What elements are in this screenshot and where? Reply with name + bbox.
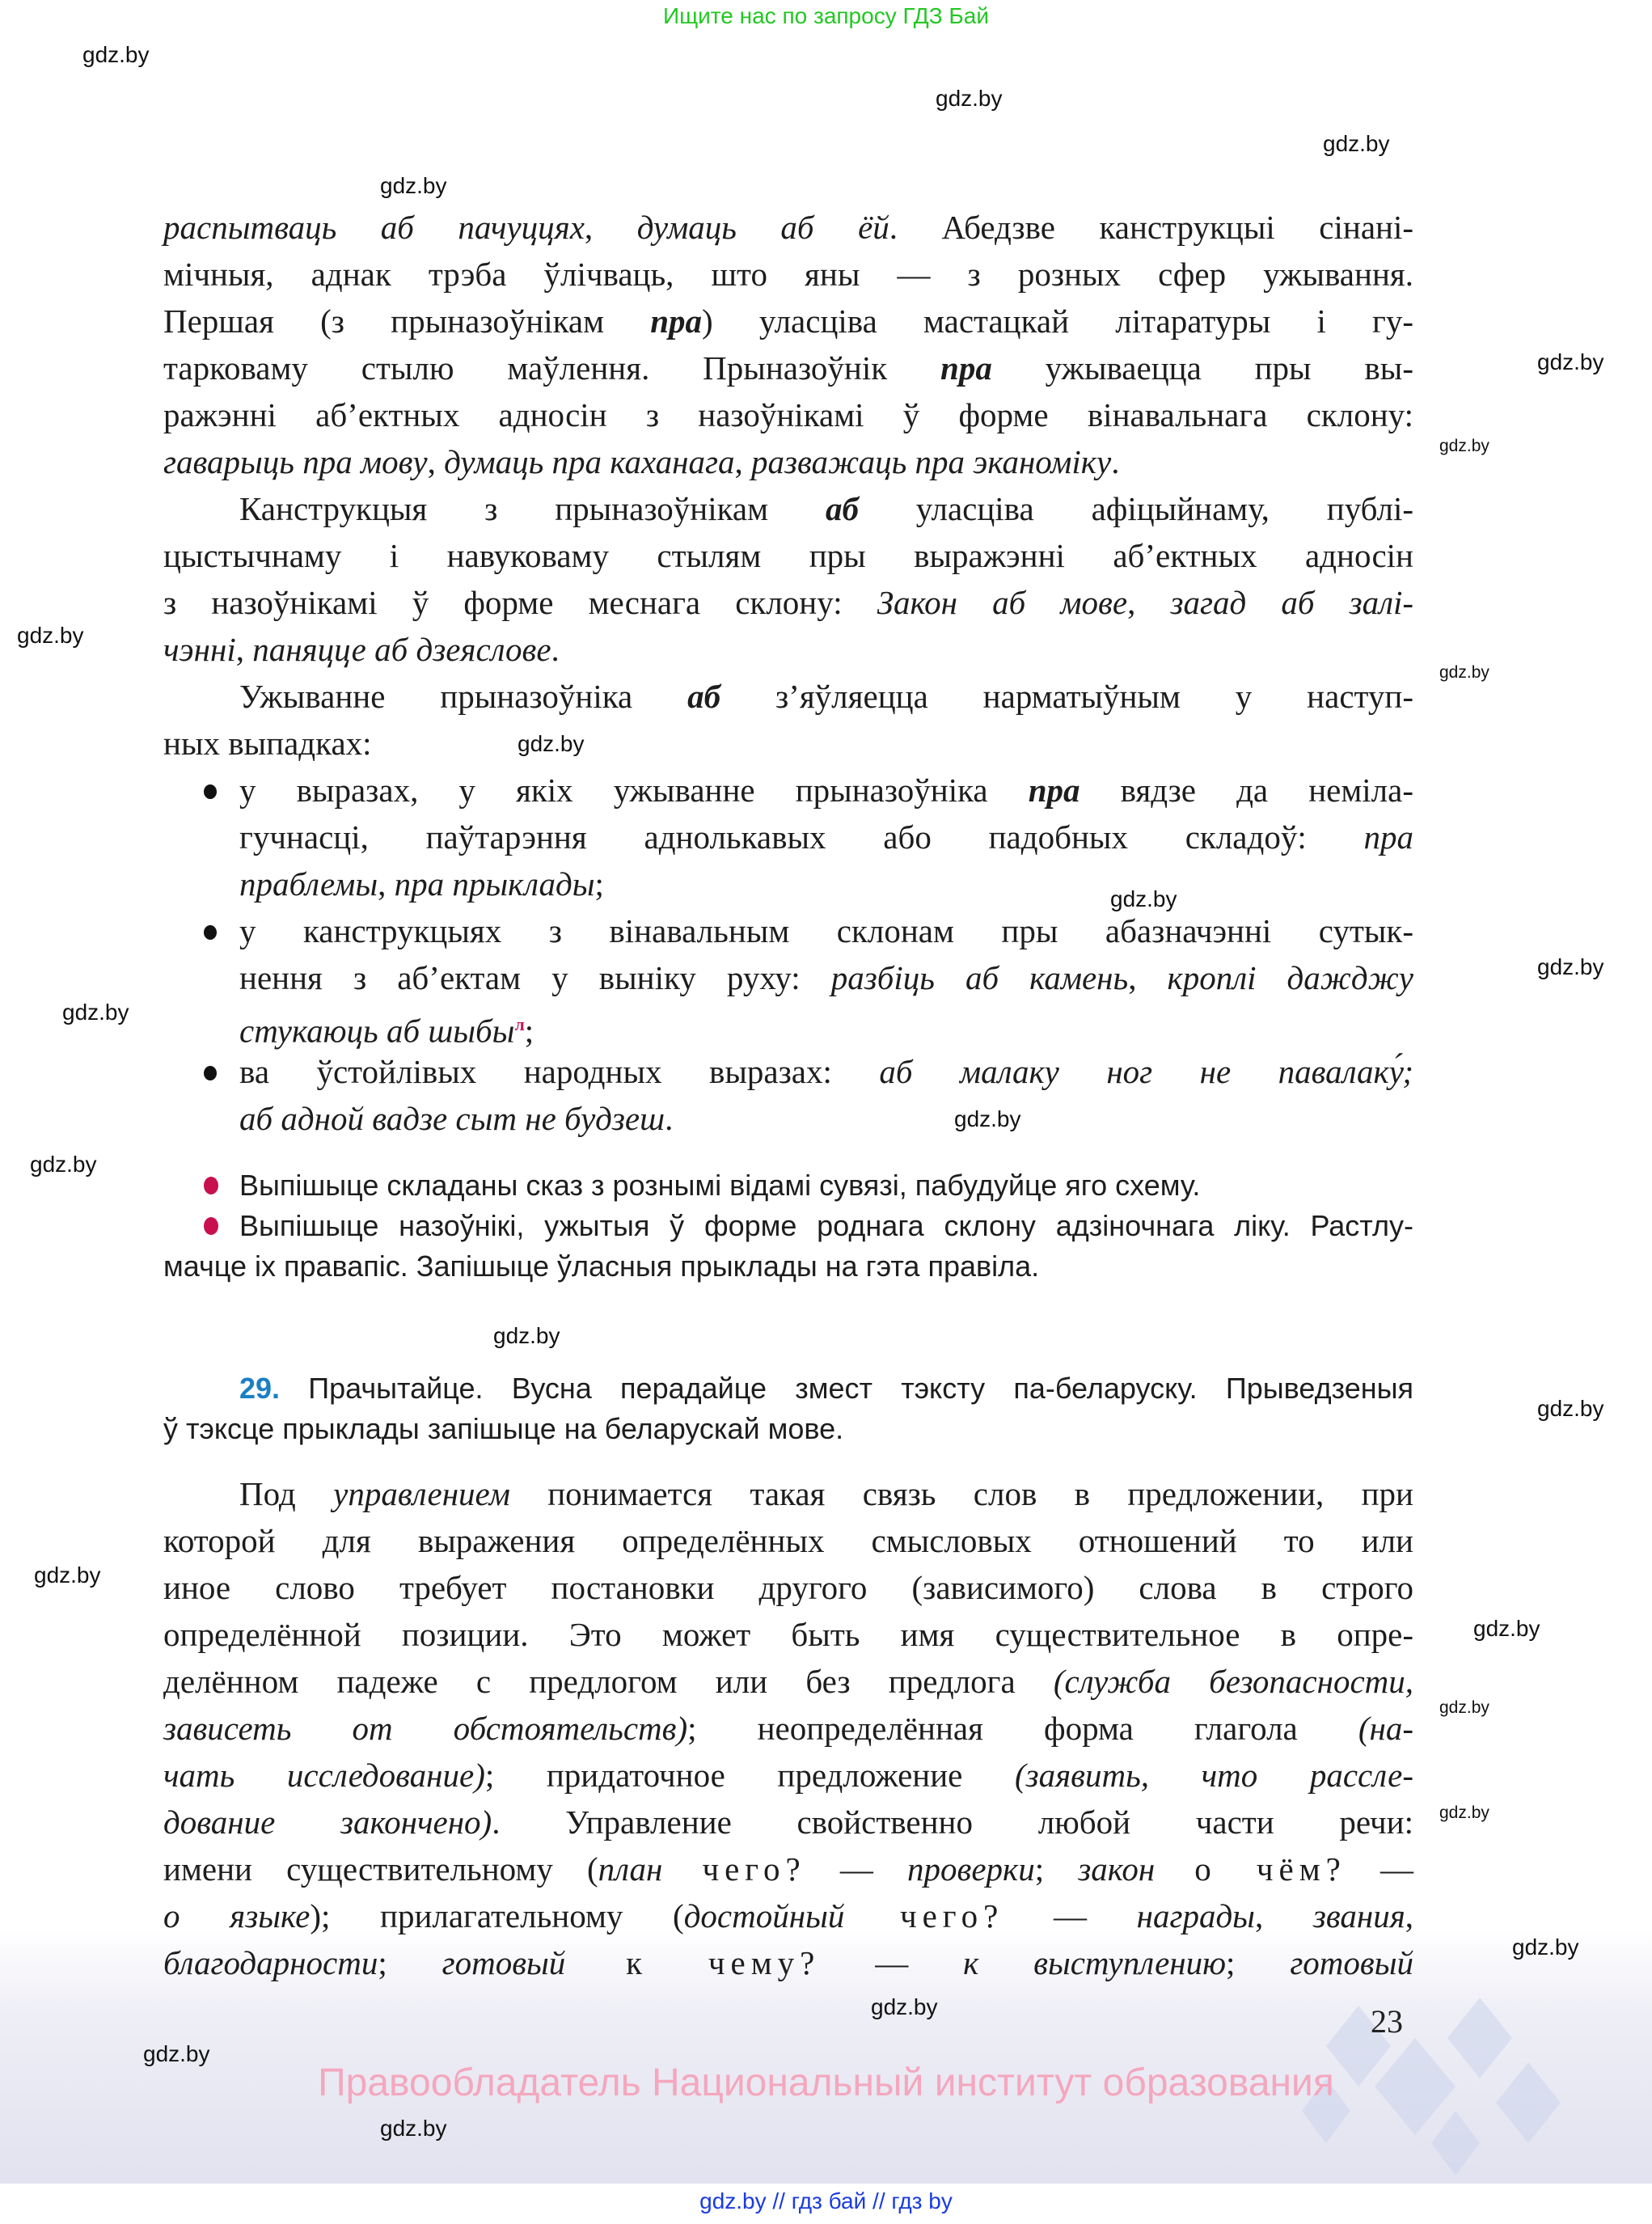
paragraph-line [163, 345, 1413, 391]
emphasis-run: дование закончено) [163, 1803, 492, 1841]
text-run: ); прилагательному ( [310, 1897, 684, 1934]
exercise-29 [163, 1368, 1413, 1449]
text-run: . Абедзве канструкцыі сінані- [889, 209, 1414, 246]
text-run: , [1405, 1897, 1414, 1934]
footnote-mark: л [514, 1014, 525, 1034]
gdz-watermark: gdz.by [380, 173, 447, 198]
text-run: гучнасці, паўтарэння аднолькавых або падобных складоў: [239, 818, 1364, 856]
emphasis-run: загад аб залі- [1170, 584, 1413, 621]
text-run: ў тэксце прыклады запішыце на беларускай мове. [163, 1412, 844, 1445]
text-run: . [551, 631, 560, 668]
text-run: . Управление свойственно любой части речи: [492, 1803, 1413, 1841]
text-run: которой для выражения определённых смысловых отношений то или [163, 1522, 1413, 1559]
russian-line [163, 1752, 1413, 1799]
bullet-line [163, 860, 1413, 907]
bullet-dot-icon [204, 1066, 217, 1080]
emphasis-run: аб [825, 490, 859, 527]
emphasis-run: о чём? [1155, 1850, 1346, 1888]
russian-line [163, 1611, 1413, 1658]
bullet-line [163, 767, 1413, 814]
text-run: , [427, 443, 445, 480]
emphasis-run: стукаюць аб шыбы [239, 1012, 515, 1050]
emphasis-run: проверки [907, 1850, 1035, 1888]
text-run: Першая (з прыназоўнікам [163, 302, 651, 340]
text-run: — [820, 1944, 964, 1981]
gdz-watermark: gdz.by [1323, 131, 1390, 156]
text-run: , [378, 865, 395, 903]
emphasis-run: (на- [1358, 1710, 1413, 1747]
text-run: понимается такая связь слов в предложении, при [509, 1475, 1413, 1512]
text-run: з’яўляецца нарматыўным у наступ- [720, 678, 1413, 715]
gdz-watermark: gdz.by [143, 2041, 210, 2066]
emphasis-run: зависеть от обстоятельств) [163, 1710, 688, 1747]
copyright-watermark: Правообладатель Национальный институт образования [318, 2061, 1334, 2104]
emphasis-run: управлением [333, 1475, 510, 1512]
exercise-number: 29. [239, 1372, 309, 1405]
bullet-line [163, 1001, 1413, 1048]
paragraph-line [163, 485, 1413, 532]
paragraph-line [163, 298, 1413, 345]
paragraph-line [163, 673, 1413, 720]
text-run: нення з аб’ектам у выніку руху: [239, 959, 831, 996]
text-run: мачце іх правапіс. Запішыце ўласныя прыклады на гэта правіла. [163, 1249, 1040, 1283]
emphasis-run: пра [940, 349, 992, 387]
gdz-watermark: gdz.by [1512, 1934, 1579, 1960]
text-run: ; [1034, 1850, 1079, 1888]
russian-text [163, 1470, 1413, 1986]
gdz-watermark: gdz.by [1537, 349, 1604, 374]
emphasis-run: распытваць аб пачуццях [163, 209, 585, 246]
text-run: . [1111, 443, 1120, 480]
emphasis-run: пра прыклады [394, 865, 595, 903]
paragraph-line [163, 579, 1413, 626]
gdz-watermark: gdz.by [1473, 1616, 1540, 1641]
paragraph-line [163, 204, 1413, 251]
emphasis-run: аб [687, 678, 721, 715]
emphasis-run: чего? [662, 1850, 806, 1888]
emphasis-run: готовый [1290, 1944, 1413, 1981]
russian-line [163, 1846, 1413, 1892]
footer-links[interactable]: gdz.by // гдз бай // гдз by [699, 2188, 953, 2213]
russian-line [163, 1705, 1413, 1752]
text-run: Ужыванне прыназоўніка [239, 678, 688, 715]
emphasis-run: пра [1363, 818, 1413, 856]
gdz-watermark: gdz.by [1439, 1698, 1489, 1717]
text-run: ражэнні аб’ектных адносін з назоўнікамі ў форме вінавальнага склону: [163, 396, 1413, 433]
text-run: — [805, 1850, 908, 1888]
emphasis-run: аб адной вадзе сыт не будзеш [239, 1100, 665, 1137]
bullet-line [163, 1048, 1413, 1095]
gdz-watermark: gdz.by [936, 86, 1003, 111]
emphasis-run: звания [1312, 1897, 1405, 1934]
gdz-watermark: gdz.by [518, 731, 585, 756]
text-run: у выразах, у якіх ужыванне прыназоўніка [239, 772, 1029, 809]
emphasis-run: гаварыць пра мову [163, 443, 428, 480]
paragraph-line [163, 720, 1413, 767]
emphasis-run: готовый [442, 1944, 566, 1981]
exercise-line [163, 1409, 1413, 1449]
emphasis-run: к чему? [565, 1944, 821, 1981]
gdz-watermark: gdz.by [954, 1106, 1021, 1131]
bullet-line [163, 814, 1413, 860]
emphasis-run: чэнні [163, 631, 236, 668]
emphasis-run: к выступлению [963, 1944, 1227, 1981]
gdz-watermark: gdz.by [82, 42, 150, 67]
emphasis-run: паняцце аб дзеяслове [252, 631, 551, 668]
text-run: ; [524, 1012, 534, 1050]
emphasis-run: план [598, 1850, 663, 1888]
text-run: , [1127, 584, 1171, 621]
emphasis-run: разважаць пра эканоміку [750, 443, 1112, 480]
text-run: Канструкцыя з прыназоўнікам [239, 490, 826, 527]
text-run: , [1254, 1897, 1313, 1934]
russian-line [163, 1658, 1413, 1705]
text-run: уласціва афіцыйнаму, публі- [858, 490, 1413, 527]
paragraph-line [163, 391, 1413, 438]
text-run: з назоўнікамі ў форме меснага склону: [163, 584, 877, 621]
text-run: ; [594, 865, 604, 903]
task-list [163, 1165, 1413, 1287]
text-run: ва ўстойлівых народных выразах: [239, 1053, 880, 1090]
page-number: 23 [1371, 2003, 1403, 2040]
emphasis-run: чего? [844, 1897, 1004, 1934]
task-line [163, 1206, 1413, 1246]
emphasis-run: думаць аб ёй [636, 209, 889, 246]
paragraph-line [163, 251, 1413, 298]
bullet-line [163, 954, 1413, 1001]
russian-line [163, 1564, 1413, 1611]
paragraph-line [163, 532, 1413, 579]
text-run: имени существительному ( [163, 1850, 598, 1888]
task-line [163, 1246, 1413, 1287]
text-run: . [665, 1100, 674, 1137]
gdz-watermark: gdz.by [493, 1323, 560, 1348]
text-run: ; [1226, 1944, 1291, 1981]
emphasis-run: аб малаку ног не павалаку́; [879, 1053, 1414, 1090]
text-run: цыстычнаму і навуковаму стылям пры выражэнні аб’ектных адносін [163, 537, 1413, 574]
russian-line [163, 1517, 1413, 1564]
emphasis-run: закон [1078, 1850, 1156, 1888]
emphasis-run: кроплі дажджу [1167, 959, 1413, 996]
text-run: Прачытайце. Вусна перадайце змест тэксту па-беларуску. Прыведзеныя [308, 1372, 1414, 1405]
emphasis-run: (служба безопасности, [1053, 1663, 1413, 1700]
text-run: , [1128, 959, 1168, 996]
text-run: мічныя, аднак трэба ўлічваць, што яны — з розных сфер ужывання. [163, 256, 1413, 293]
text-run: иное слово требует постановки другого (зависимого) слова в строго [163, 1569, 1413, 1606]
gdz-watermark: gdz.by [1110, 886, 1177, 911]
text-run: ужываецца пры вы- [991, 349, 1413, 387]
text-run: вядзе да неміла- [1080, 772, 1413, 809]
gdz-watermark: gdz.by [1537, 1396, 1604, 1421]
text-run: Выпішыце складаны сказ з рознымі відамі сувязі, пабудуйце яго схему. [239, 1169, 1201, 1202]
text-run: ; [378, 1944, 442, 1981]
bullet-line [163, 1095, 1413, 1142]
gdz-watermark: gdz.by [1537, 954, 1604, 979]
text-run: ) уласціва мастацкай літаратуры і гу- [702, 302, 1414, 340]
text-run: Выпішыце назоўнікі, ужытыя ў форме роднага склону адзіночнага ліку. Растлу- [239, 1209, 1413, 1242]
paragraph-line [163, 626, 1413, 673]
gdz-watermark: gdz.by [1439, 663, 1489, 682]
emphasis-run: праблемы [239, 865, 378, 903]
emphasis-run: пра [1028, 772, 1080, 809]
emphasis-run: достойный [683, 1897, 845, 1934]
russian-line [163, 1799, 1413, 1846]
gdz-watermark: gdz.by [34, 1562, 101, 1588]
paragraph-line [163, 438, 1413, 485]
text-run: , [734, 443, 751, 480]
emphasis-run: Закон аб мове [877, 584, 1128, 621]
text-run: — [1003, 1897, 1137, 1934]
russian-line [163, 1470, 1413, 1517]
task-bullet-icon [204, 1177, 218, 1194]
text-run: — [1346, 1850, 1413, 1888]
emphasis-run: благодарности [163, 1944, 378, 1981]
bullet-dot-icon [204, 784, 217, 799]
task-line [163, 1165, 1413, 1206]
belarusian-text-section [163, 204, 1413, 1142]
gdz-watermark: gdz.by [871, 1994, 938, 2019]
gdz-watermark: gdz.by [62, 1000, 129, 1025]
text-run: , [584, 209, 637, 246]
gdz-watermark: gdz.by [380, 2116, 447, 2141]
gdz-watermark: gdz.by [1439, 437, 1489, 455]
gdz-watermark: gdz.by [17, 623, 84, 648]
emphasis-run: думаць пра каханага [444, 443, 735, 480]
text-run: , [235, 631, 253, 668]
exercise-line [163, 1368, 1413, 1409]
emphasis-run: (заявить, что рассле- [1014, 1757, 1414, 1794]
gdz-watermark: gdz.by [30, 1152, 97, 1177]
emphasis-run: пра [650, 302, 703, 340]
text-run: тарковаму стылю маўлення. Прыназоўнік [163, 349, 941, 387]
emphasis-run: чать исследование) [163, 1757, 485, 1794]
text-run: делённом падеже с предлогом или без предлога [163, 1663, 1054, 1700]
text-run: Под [239, 1475, 334, 1512]
bullet-line [163, 907, 1413, 954]
gdz-watermark: gdz.by [1439, 1803, 1489, 1822]
text-run: определённой позиции. Это может быть имя существительное в опре- [163, 1616, 1413, 1653]
bullet-dot-icon [204, 925, 217, 940]
russian-line [163, 1892, 1413, 1939]
top-search-note[interactable]: Ищите нас по запросу ГДЗ Бай [662, 3, 990, 28]
emphasis-run: награды [1136, 1897, 1255, 1934]
text-run: ных выпадках: [163, 725, 372, 762]
emphasis-run: разбіць аб камень [830, 959, 1129, 996]
text-run: у канструкцыях з вінавальным склонам пры абазначэнні сутык- [239, 912, 1413, 949]
russian-line [163, 1939, 1413, 1986]
emphasis-run: о языке [163, 1897, 311, 1934]
text-run: ; придаточное предложение [484, 1757, 1015, 1794]
text-run: ; неопределённая форма глагола [687, 1710, 1358, 1747]
task-bullet-icon [204, 1217, 218, 1235]
